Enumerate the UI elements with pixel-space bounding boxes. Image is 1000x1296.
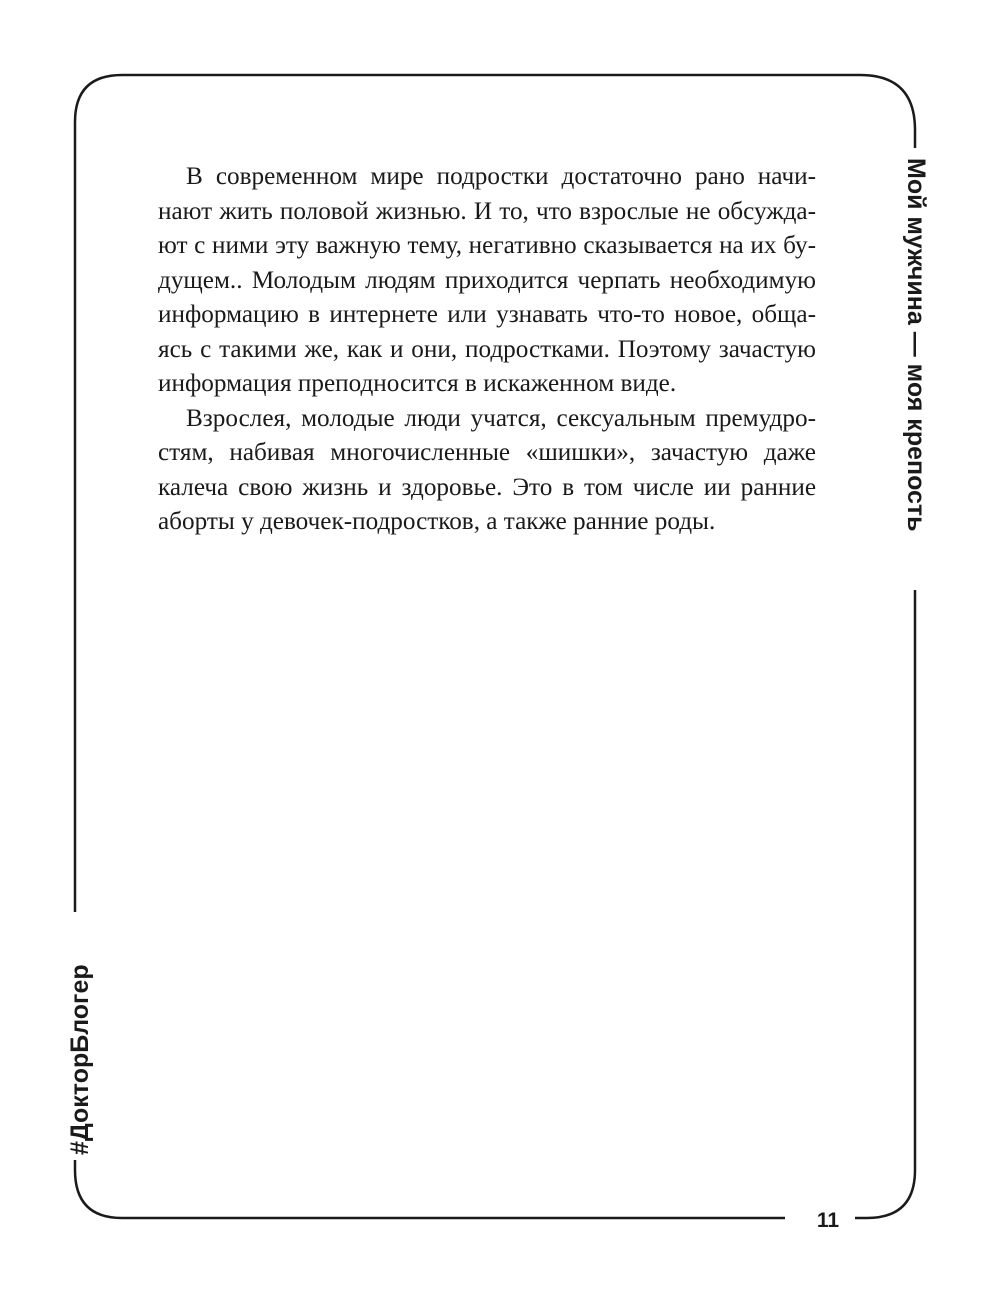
paragraph-2 <box>158 402 816 540</box>
text-line: дущем.. Молодым людям приходится черпать необходимую <box>158 266 816 294</box>
text-line: информация преподносится в искаженном виде. <box>158 370 677 397</box>
running-hashtag: #ДокторБлогер <box>66 964 94 1155</box>
text-line: аборты у девочек-подростков, а также ранние роды. <box>158 508 716 535</box>
text-line: Взрослея, молодые люди учатся, сексуальным премудро- <box>186 404 816 432</box>
running-title: Мой мужчина — моя крепость <box>902 158 930 532</box>
text-line: ют с ними эту важную тему, негативно сказывается на их бу- <box>158 232 816 259</box>
text-line: В современном мире подростки достаточно рано начи- <box>186 163 816 190</box>
text-line: нают жить половой жизнью. И то, что взрослые не обсужда- <box>158 197 816 225</box>
paragraph-1 <box>158 160 816 402</box>
frame-corner-top-left <box>75 75 915 148</box>
text-line: ясь с такими же, как и они, подростками. Поэтому зачастую <box>158 335 816 363</box>
frame-corner-bottom-right <box>855 1170 915 1218</box>
page-number: 11 <box>816 1209 840 1232</box>
main-text <box>158 160 816 540</box>
text-line: калеча свою жизнь и здоровье. Это в том числе ии ранние <box>158 473 816 501</box>
text-line: стям, набивая многочисленные «шишки», зачастую даже <box>158 439 816 466</box>
frame-corner-bottom-left <box>75 1160 122 1218</box>
text-line: информацию в интернете или узнавать что-то новое, обща- <box>158 301 816 328</box>
